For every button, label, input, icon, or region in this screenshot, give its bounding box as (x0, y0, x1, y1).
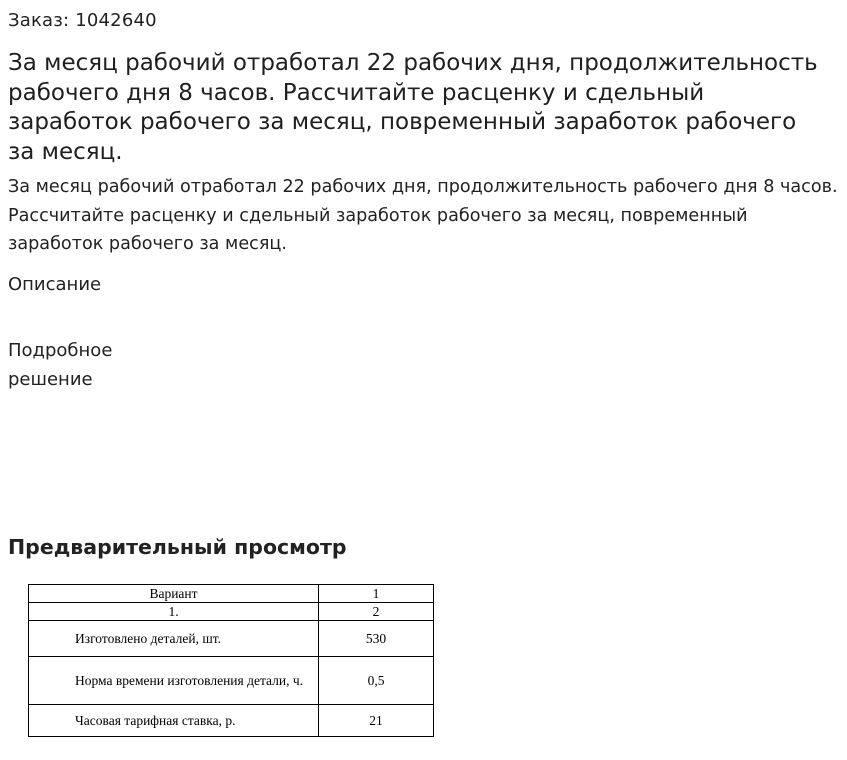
table-row-value: 530 (319, 621, 434, 657)
table-row-value: 0,5 (319, 657, 434, 705)
table-header-cell: 1 (319, 585, 434, 603)
table-row-value: 21 (319, 705, 434, 737)
table-row (29, 705, 434, 737)
table-row (29, 657, 434, 705)
order-number: Заказ: 1042640 (8, 10, 157, 31)
table-number-cell: 1. (29, 603, 319, 621)
table-header-cell: Вариант (29, 585, 319, 603)
task-description-text: За месяц рабочий отработал 22 рабочих дня, продолжительность рабочего дня 8 часов. Рассчитайте расценку и сдельный заработок рабочего за месяц, повременный заработок рабочего за месяц. (8, 177, 838, 254)
table-header-row (29, 585, 434, 603)
table-row-name: Часовая тарифная ставка, р. (29, 705, 319, 737)
table-column-numbers-row (29, 603, 434, 621)
table-row-name: Изготовлено деталей, шт. (29, 621, 319, 657)
preview-table (28, 584, 434, 737)
description-label: Описание (8, 274, 102, 295)
table-row-name: Норма времени изготовления детали, ч. (29, 657, 319, 705)
table-row (29, 621, 434, 657)
page-title: За месяц рабочий отработал 22 рабочих дня, продолжительность рабочего дня 8 часов. Рассчитайте расценку и сдельный заработок рабочего за месяц, повременный заработок рабочего за месяц. (8, 50, 818, 165)
table-number-cell: 2 (319, 603, 434, 621)
preview-heading: Предварительный просмотр (8, 535, 347, 559)
detailed-solution-label: Подробное решение (8, 340, 113, 390)
